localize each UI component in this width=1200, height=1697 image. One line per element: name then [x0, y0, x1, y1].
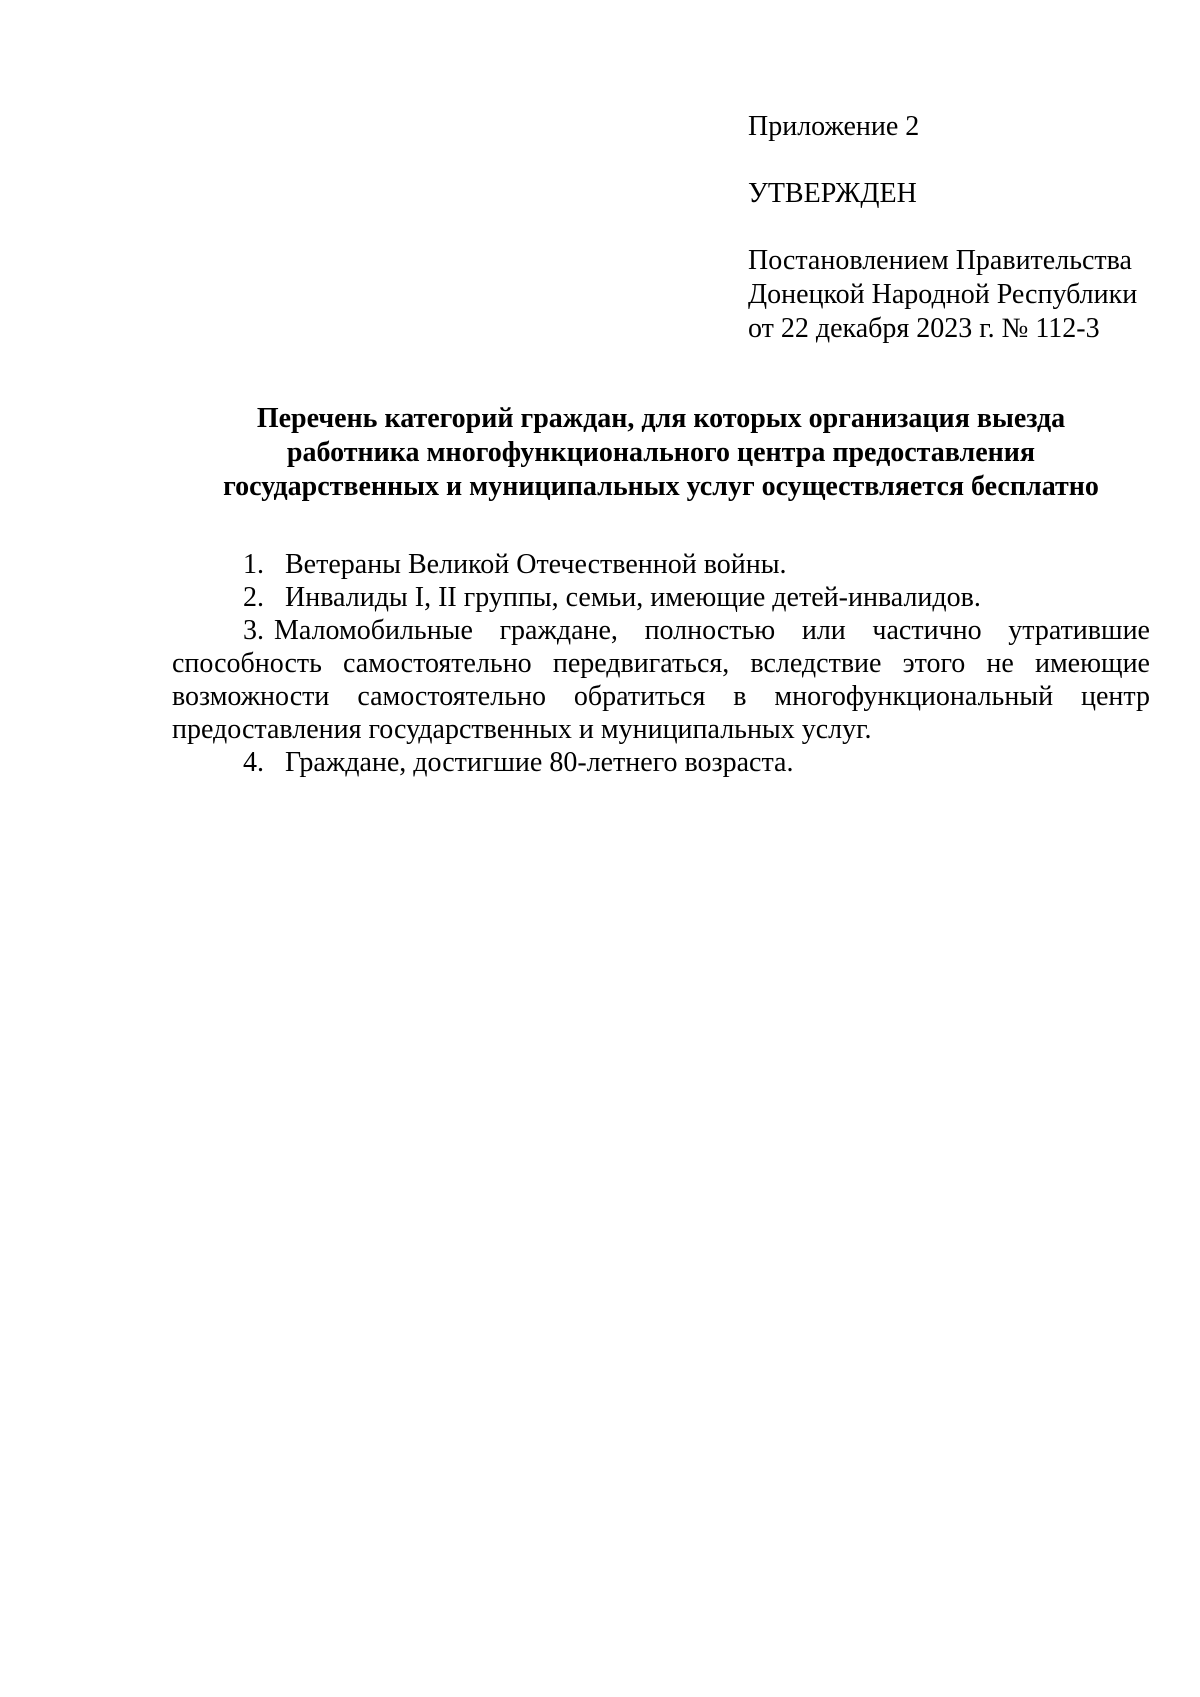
list-item-text: Граждане, достигшие 80-летнего возраста. [285, 747, 794, 778]
title-line-3: государственных и муниципальных услуг осуществляется бесплатно [223, 471, 1099, 502]
approval-block [748, 110, 1168, 346]
category-list [172, 548, 1150, 779]
list-item [172, 614, 1150, 746]
list-item-number: 1. [243, 549, 264, 580]
list-item [172, 548, 1150, 581]
list-item [172, 581, 1150, 614]
list-item-text: Ветераны Великой Отечественной войны. [285, 549, 787, 580]
title-line-2: работника многофункционального центра предоставления [286, 437, 1036, 468]
appendix-label: Приложение 2 [748, 111, 920, 142]
resolution-date-number: от 22 декабря 2023 г. № 112-3 [748, 313, 1100, 344]
list-item-text: Инвалиды I, II группы, семьи, имеющие детей-инвалидов. [285, 582, 981, 613]
title-line-1: Перечень категорий граждан, для которых организация выезда [256, 403, 1066, 434]
approved-label: УТВЕРЖДЕН [748, 178, 917, 209]
resolution-line-2: Донецкой Народной Республики [748, 279, 1138, 310]
list-item-text: Маломобильные граждане, полностью или частично утратившие способность самостоятельно передвигаться, вследствие этого не имеющие возможности самостоятельно обратиться в многофункциональный центр предоставления государственных и муниципальных услуг. [172, 615, 1150, 745]
document-title [172, 402, 1150, 504]
list-item [172, 746, 1150, 779]
resolution-line-1: Постановлением Правительства [748, 245, 1132, 276]
list-item-number: 3. [243, 615, 264, 646]
list-item-number: 2. [243, 582, 264, 613]
list-item-number: 4. [243, 747, 264, 778]
